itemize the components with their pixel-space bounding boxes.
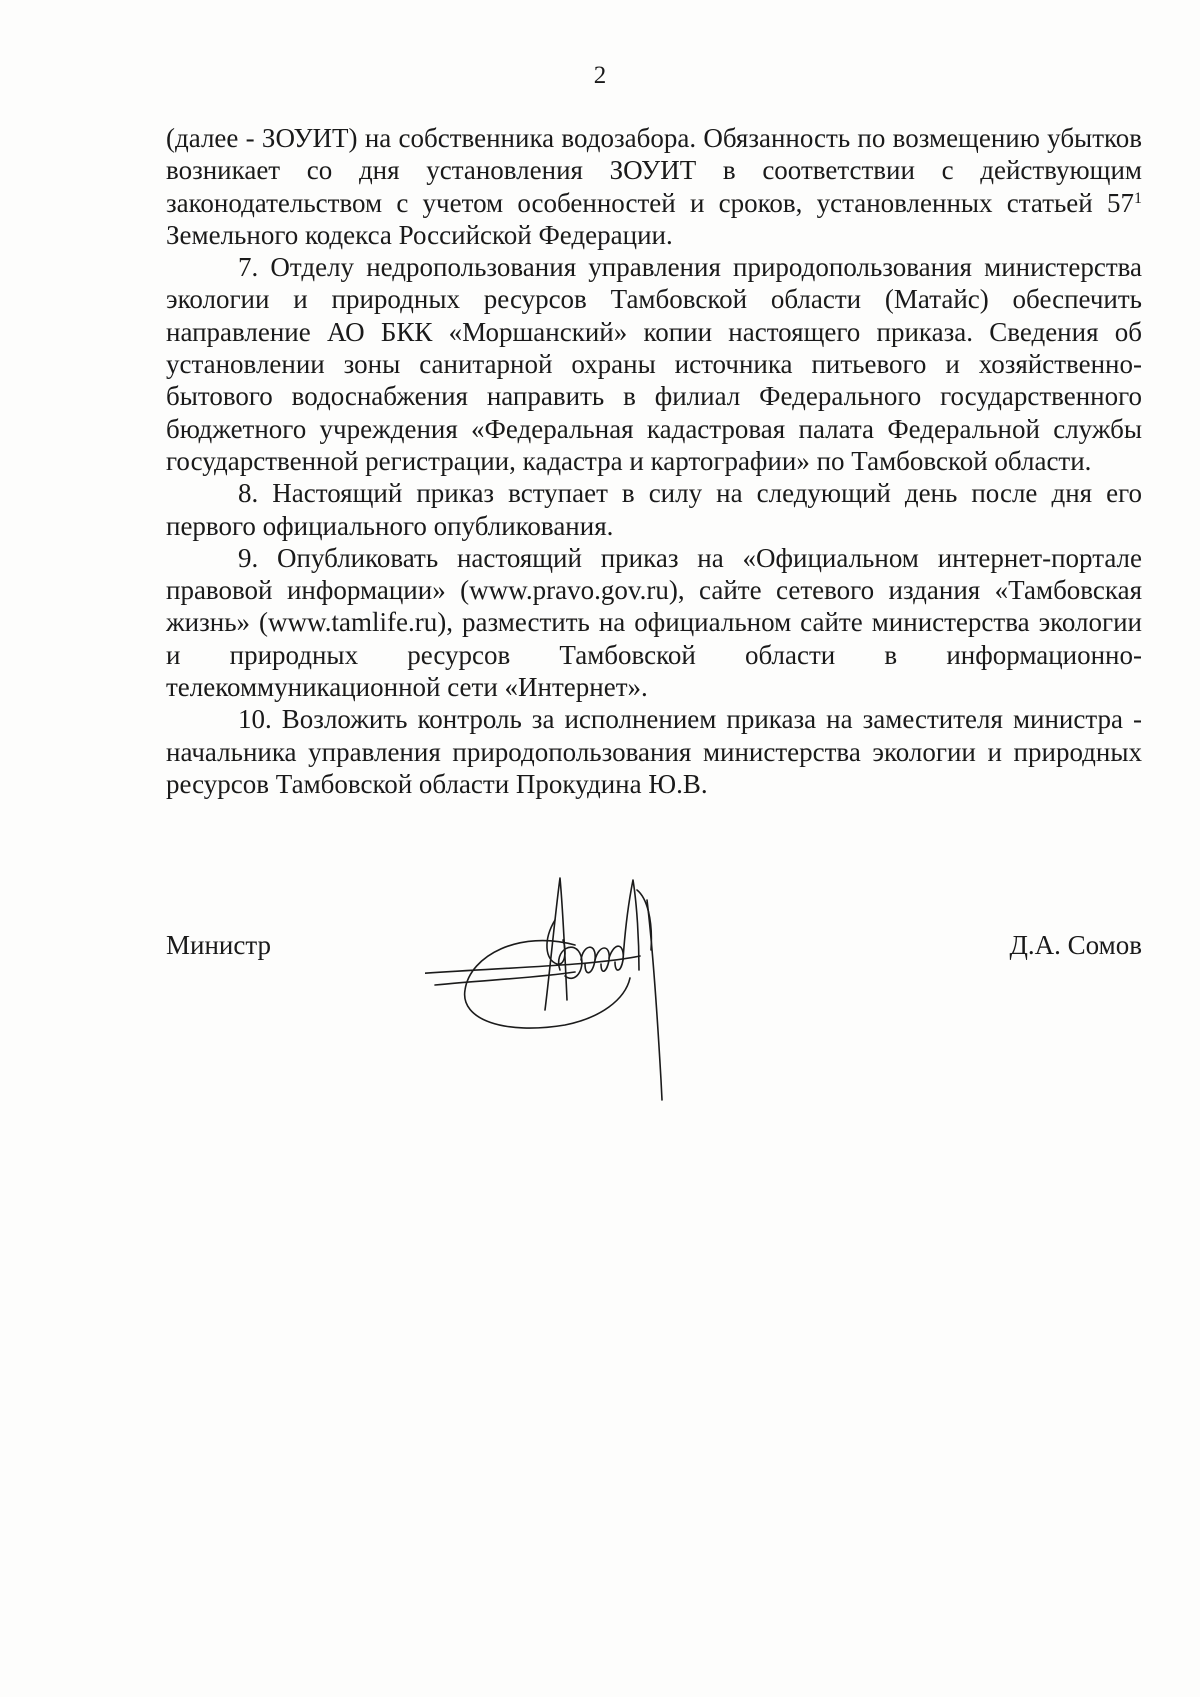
footnote-superscript: 1 <box>1134 189 1142 207</box>
signer-name: Д.А. Сомов <box>1009 930 1142 960</box>
signer-role: Министр <box>166 930 271 960</box>
paragraph-item-8: 8. Настоящий приказ вступает в силу на следующий день после дня его первого официального опубликования. <box>166 478 1142 541</box>
paragraph-continuation-tail: Земельного кодекса Российской Федерации. <box>166 219 673 250</box>
paragraph-item-9: 9. Опубликовать настоящий приказ на «Официальном интернет-портале правовой информации» (www.pravo.gov.ru), сайте сетевого издания «Тамбовская жизнь» (www.tamlife.ru), разместить на официальном сайте министерства экологии и природных ресурсов Тамбовской области в информационно-телекоммуникационной сети «Интернет». <box>166 542 1142 703</box>
handwritten-signature <box>425 860 725 1140</box>
paragraph-continuation <box>166 122 1142 251</box>
page-number: 2 <box>593 62 607 89</box>
paragraph-item-10: 10. Возложить контроль за исполнением приказа на заместителя министра - начальника управления природопользования министерства экологии и природных ресурсов Тамбовской области Прокудина Ю.В. <box>166 704 1142 799</box>
document-body <box>166 122 1142 800</box>
paragraph-continuation-text: (далее - ЗОУИТ) на собственника водозабора. Обязанность по возмещению убытков возникает со дня установления ЗОУИТ в соответствии с действующим законодательством с учетом особенностей и сроков, установленных статьей 57 <box>166 123 1142 218</box>
paragraph-item-7: 7. Отделу недропользования управления природопользования министерства экологии и природных ресурсов Тамбовской области (Матайс) обеспечить направление АО БКК «Моршанский» копии настоящего приказа. Сведения об установлении зоны санитарной охраны источника питьевого и хозяйственно-бытового водоснабжения направить в филиал Федерального государственного бюджетного учреждения «Федеральная кадастровая палата Федеральной службы государственной регистрации, кадастра и картографии» по Тамбовской области. <box>166 252 1142 476</box>
